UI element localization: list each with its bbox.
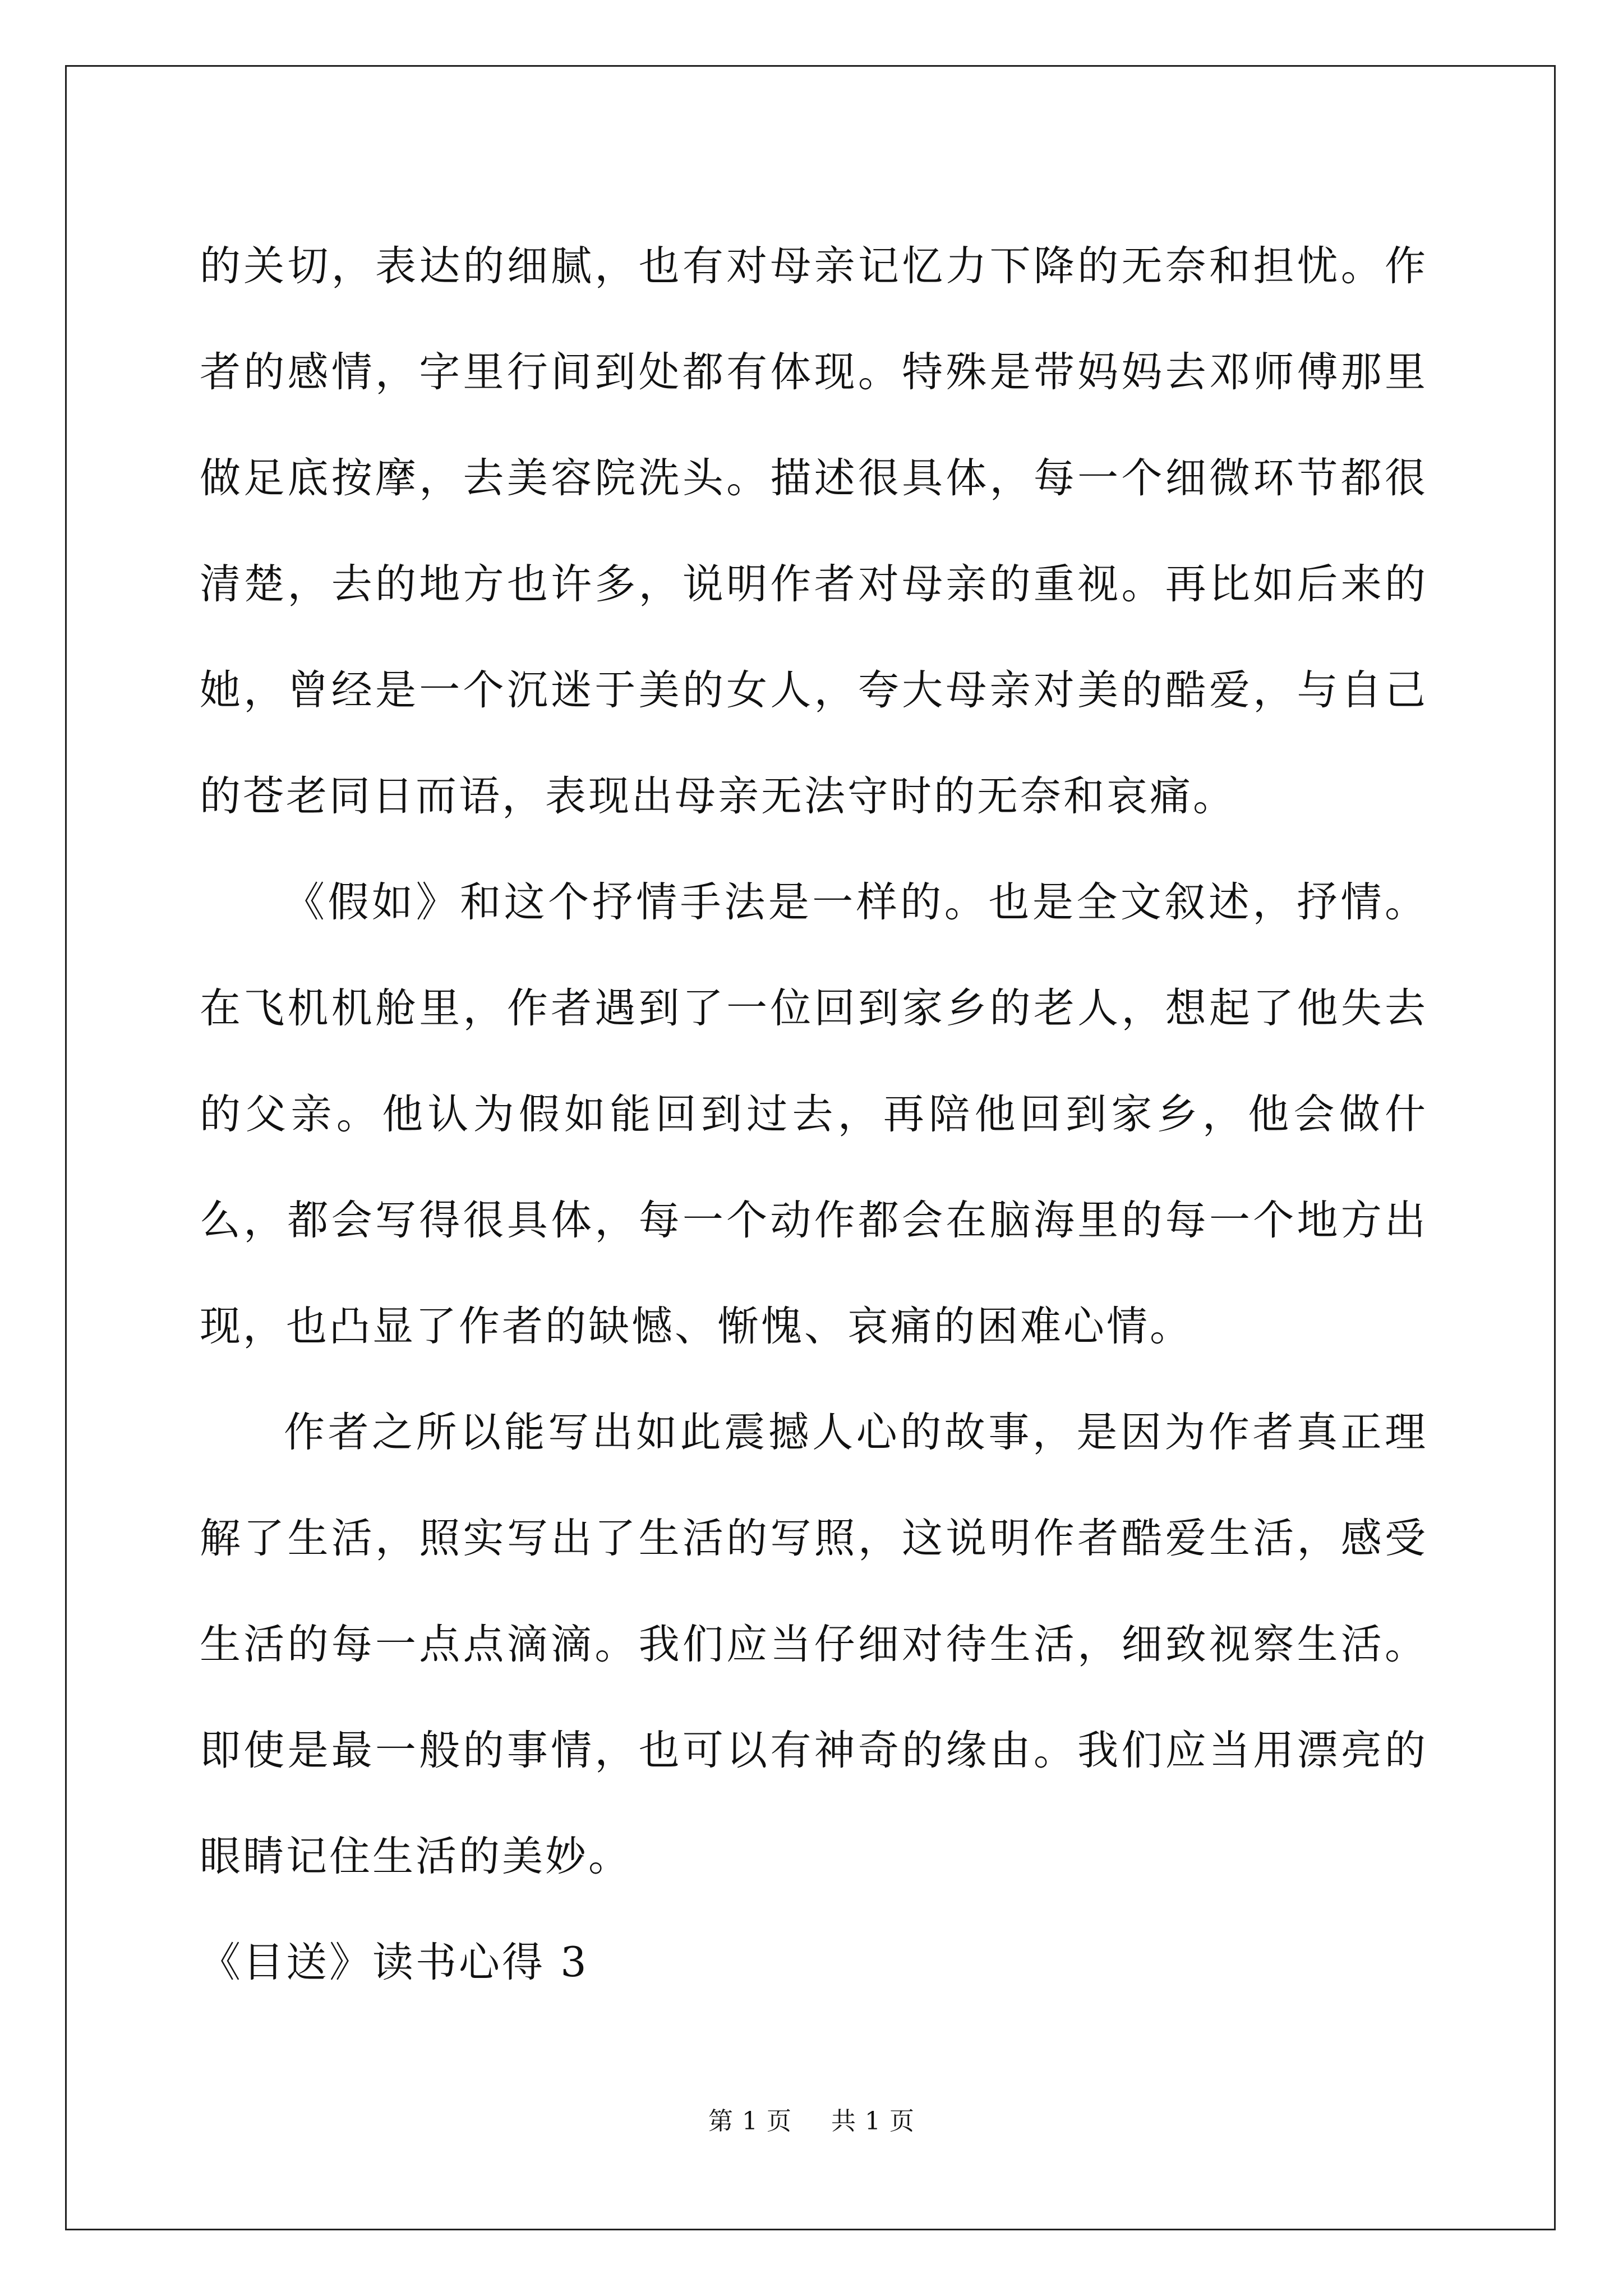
page-total: 共 1 页: [831, 2107, 915, 2136]
page-number: 第 1 页: [708, 2107, 792, 2136]
paragraph-1: 的关切，表达的细腻，也有对母亲记忆力下降的无奈和担忧。作者的感情，字里行间到处都有体现。特殊是带妈妈去邓师傅那里做足底按摩，去美容院洗头。描述很具体，每一个细微环节都很清楚，去的地方也许多，说明作者对母亲的重视。再比如后来的她，曾经是一个沉迷于美的女人，夸大母亲对美的酷爱，与自己的苍老同日而语，表现出母亲无法守时的无奈和哀痛。: [200, 242, 1428, 820]
page-footer: [0, 2101, 1623, 2137]
paragraph-3: 作者之所以能写出如此震撼人心的故事，是因为作者真正理解了生活，照实写出了生活的写照，这说明作者酷爱生活，感受生活的每一点点滴滴。我们应当仔细对待生活，细致视察生活。即使是最一般的事情，也可以有神奇的缘由。我们应当用漂亮的眼睛记住生活的美妙。: [200, 1409, 1428, 1880]
document-body: [200, 213, 1428, 2016]
section-heading: 《目送》读书心得 3: [200, 1939, 589, 1986]
paragraph-2: 《假如》和这个抒情手法是一样的。也是全文叙述，抒情。在飞机机舱里，作者遇到了一位回到家乡的老人，想起了他失去的父亲。他认为假如能回到过去，再陪他回到家乡，他会做什么，都会写得很具体，每一个动作都会在脑海里的每一个地方出现，也凸显了作者的缺憾、惭愧、哀痛的困难心情。: [200, 878, 1428, 1350]
